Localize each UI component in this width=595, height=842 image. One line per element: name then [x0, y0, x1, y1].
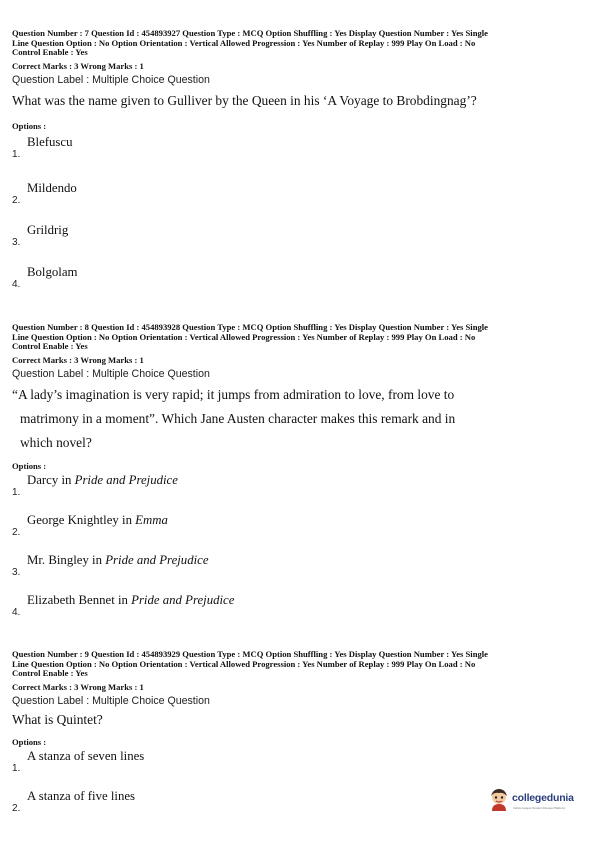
marks-info: Correct Marks : 3 Wrong Marks : 1 — [12, 60, 144, 71]
marks-info: Correct Marks : 3 Wrong Marks : 1 — [12, 681, 144, 692]
options-heading: Options : — [12, 736, 47, 747]
mascot-icon — [488, 788, 510, 812]
marks-info: Correct Marks : 3 Wrong Marks : 1 — [12, 354, 144, 365]
question-text: What is Quintet? — [12, 711, 103, 727]
question-text: What was the name given to Gulliver by the Queen in his ‘A Voyage to Brobdingnag’? — [12, 92, 477, 108]
question-meta: Question Number : 8 Question Id : 454893928 Question Type : MCQ Option Shuffling : Yes Display Question Number : Yes Single Line Question Option : No Option Orientation : Vertical Allowed Progression : Yes Number of Replay : 999 Play On Load : No Control Enable : Yes — [12, 322, 488, 352]
question-meta: Question Number : 9 Question Id : 454893929 Question Type : MCQ Option Shuffling : Yes Display Question Number : Yes Single Line Question Option : No Option Orientation : Vertical Allowed Progression : Yes Number of Replay : 999 Play On Load : No Control Enable : Yes — [12, 649, 488, 679]
option-item: 1. A stanza of seven lines — [12, 748, 145, 774]
option-item: 2. A stanza of five lines — [12, 788, 136, 814]
option-item: 4. Elizabeth Bennet in Pride and Prejudice — [12, 592, 235, 618]
question-text: “A lady’s imagination is very rapid; it jumps from admiration to love, from love to matrimony in a moment”. Which Jane Austen character makes this remark and in which novel? — [12, 386, 456, 450]
question-block-8 — [12, 323, 584, 619]
logo-wordmark: collegedunia — [512, 792, 574, 804]
question-meta: Question Number : 7 Question Id : 454893927 Question Type : MCQ Option Shuffling : Yes Display Question Number : Yes Single Line Question Option : No Option Orientation : Vertical Allowed Progression : Yes Number of Replay : 999 Play On Load : No Control Enable : Yes — [12, 28, 488, 58]
option-item: 2. Mildendo — [12, 180, 77, 206]
collegedunia-logo — [488, 785, 588, 821]
options-list — [12, 131, 584, 290]
options-list — [12, 471, 584, 619]
option-item: 1. Blefuscu — [12, 134, 73, 160]
option-item: 1. Darcy in Pride and Prejudice — [12, 472, 178, 498]
option-item: 3. Mr. Bingley in Pride and Prejudice — [12, 552, 209, 578]
options-heading: Options : — [12, 120, 47, 131]
question-label: Question Label : Multiple Choice Question — [12, 694, 210, 707]
option-item: 3. Grildrig — [12, 222, 69, 248]
options-heading: Options : — [12, 460, 47, 471]
question-label: Question Label : Multiple Choice Question — [12, 367, 210, 380]
question-block-7 — [12, 28, 584, 290]
option-item: 4. Bolgolam — [12, 264, 78, 290]
question-label: Question Label : Multiple Choice Question — [12, 73, 210, 86]
option-item: 2. George Knightley in Emma — [12, 512, 168, 538]
logo-tagline: India's largest Student Review Platform — [513, 806, 566, 810]
